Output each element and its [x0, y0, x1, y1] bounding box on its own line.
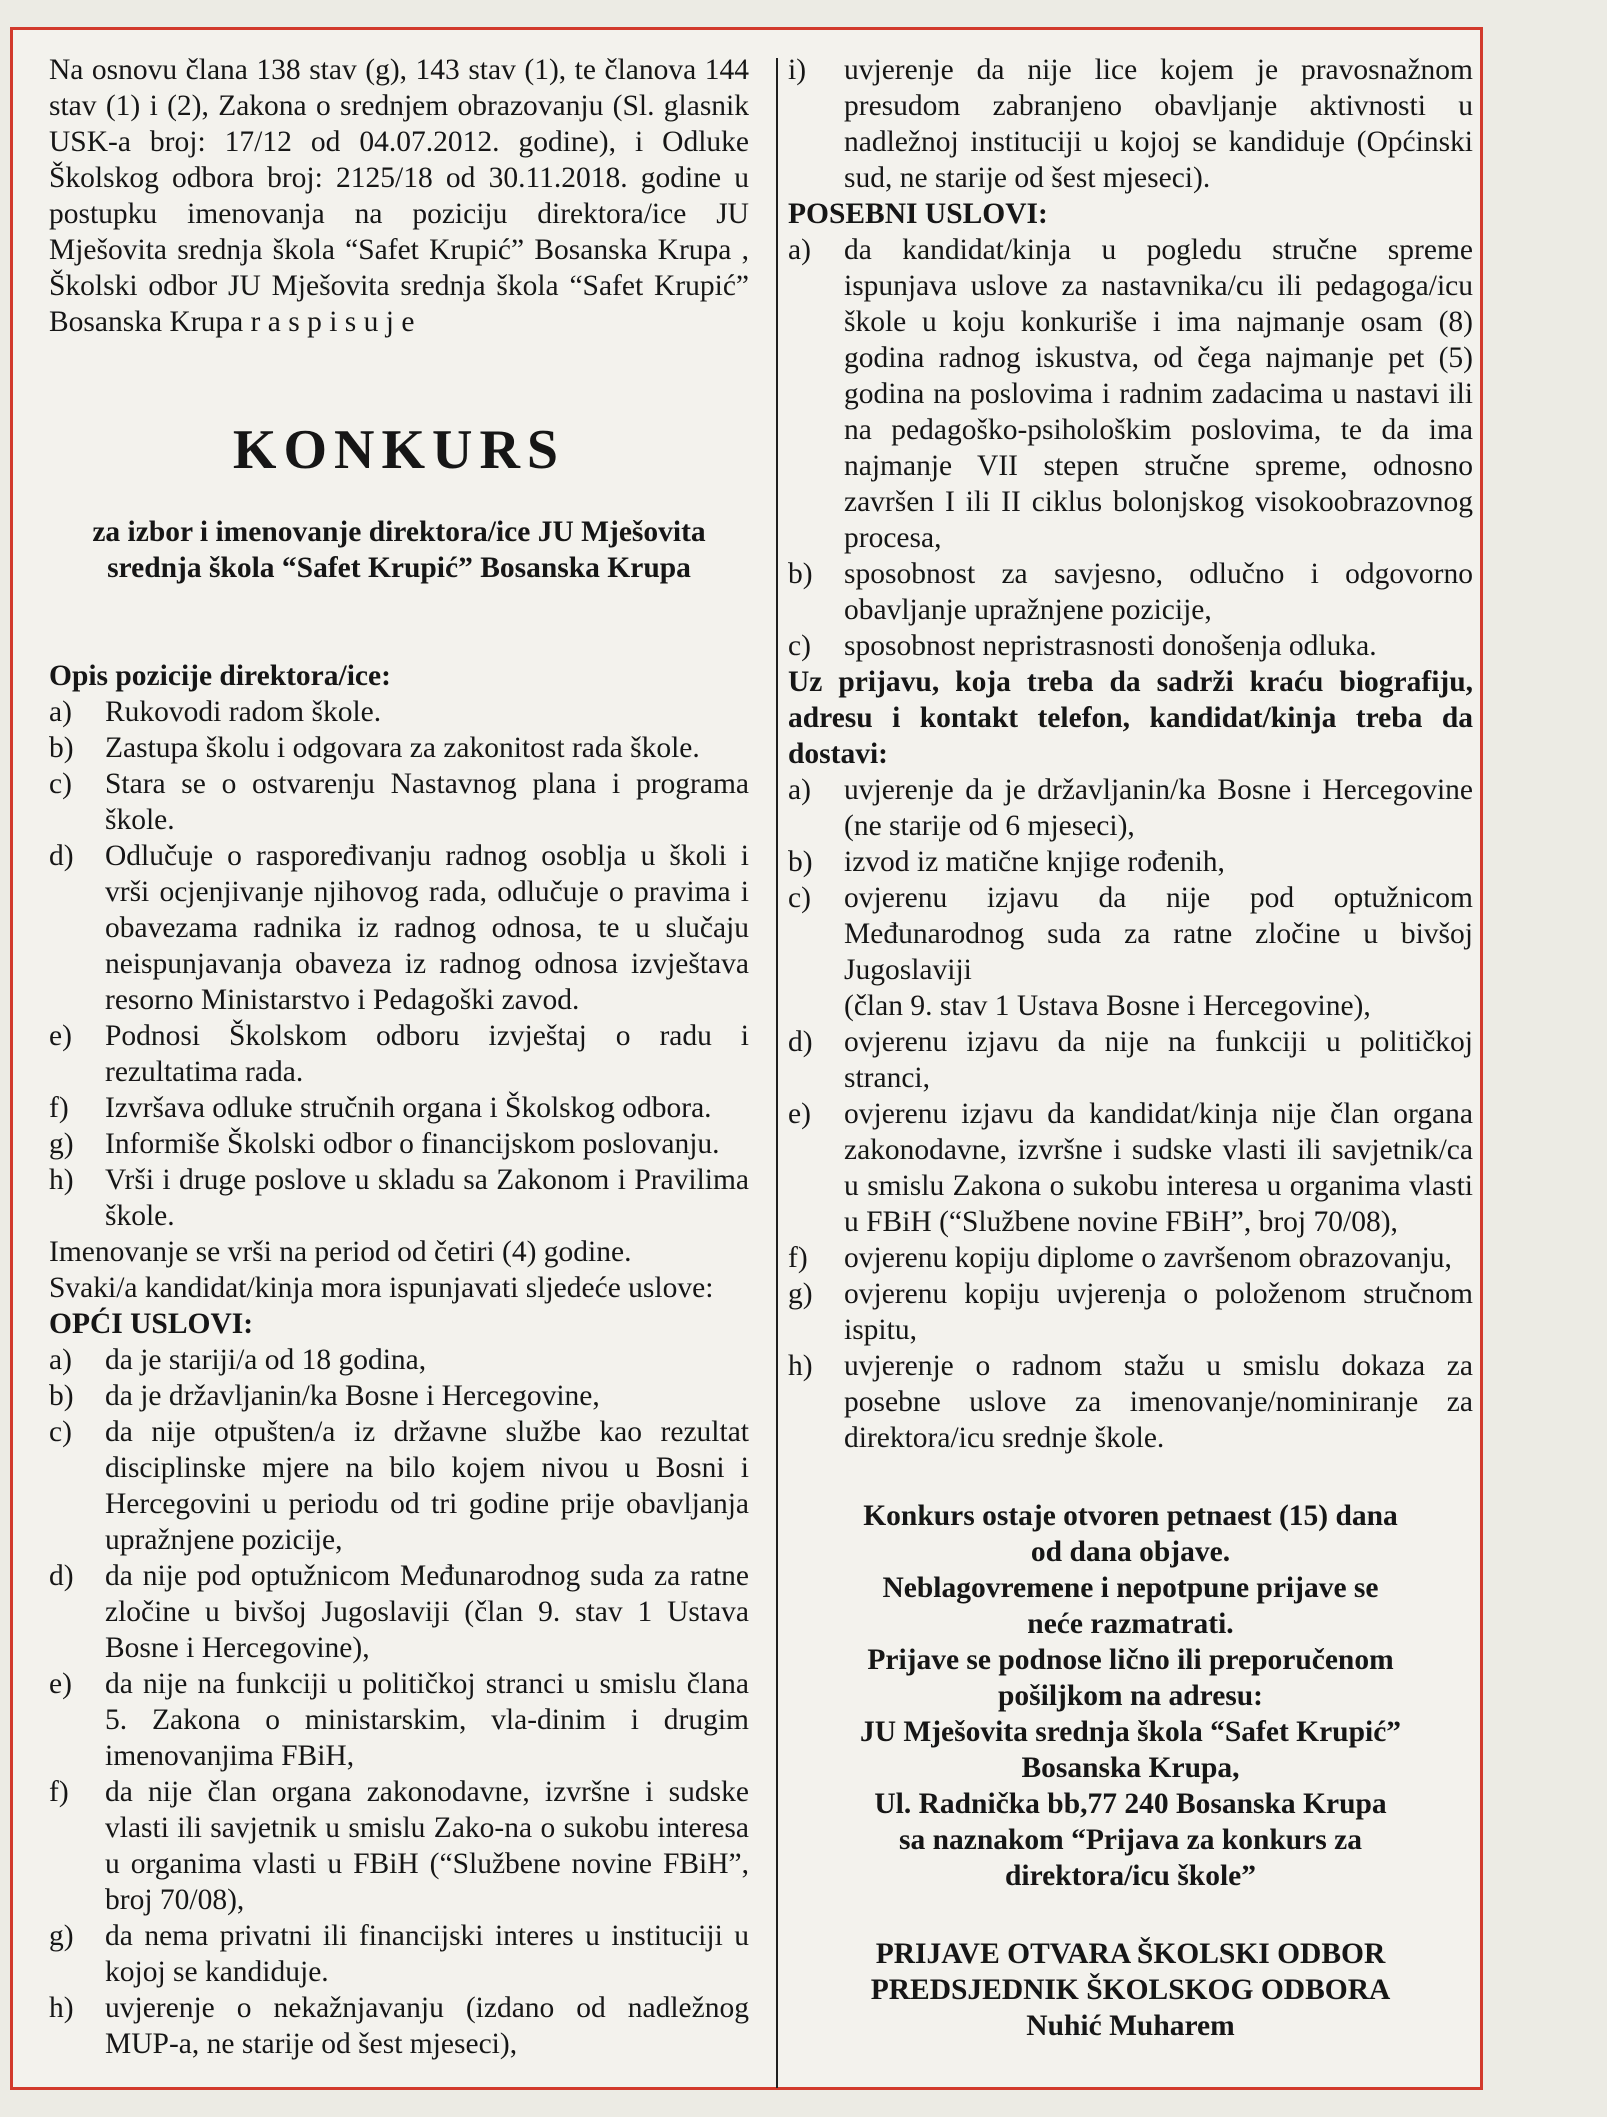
item-text: Zastupa školu i odgovara za zakonitost rada škole.: [105, 732, 700, 764]
item-label: g): [788, 1278, 813, 1310]
notice-line: Ul. Radnička bb,77 240 Bosanska Krupa: [874, 1788, 1387, 1820]
item-text: uvjerenje da nije lice kojem je pravosnažnom presudom zabranjeno obavljanje aktivnosti u nadležnoj instituciji u kojoj se kandiduje (Općinski sud, ne starije od šest mjeseci).: [844, 54, 1473, 194]
list-item: [788, 988, 1473, 1024]
item-text: da kandidat/kinja u pogledu stručne spreme ispunjava uslove za nastavnika/cu ili pedagoga/icu škole u koju konkuriše i ima najmanje osam (8) godina radnog iskustva, od čega najmanje pet (5) godina na poslovima i radnim zadacima u nastavi ili na pedagoško-psihološkim poslovima, te da ima najmanje VII stepen stručne spreme, odnosno završen I ili II ciklus bolonjskog visokoobrazovnog procesa,: [844, 234, 1473, 554]
item-text: da je stariji/a od 18 godina,: [105, 1344, 427, 1376]
list-item: [49, 1018, 749, 1090]
item-label: e): [49, 1020, 72, 1052]
list-item: [788, 556, 1473, 628]
item-label: g): [49, 1920, 74, 1952]
item-text: da nije član organa zakonodavne, izvršne i sudske vlasti ili savjetnik u smislu Zako-na o sukobu interesa u organima vlasti u FBiH (“Službene novine FBiH”, broj 70/08),: [105, 1776, 749, 1916]
item-text: da nije na funkciji u političkoj stranci u smislu člana 5. Zakona o ministarskim, vla-dinim i drugim imenovanjima FBiH,: [105, 1668, 749, 1772]
item-text: uvjerenje o radnom stažu u smislu dokaza za posebne uslove za imenovanje/nominiranje za direktora/icu srednje škole.: [844, 1350, 1473, 1454]
list-item: [788, 1024, 1473, 1096]
item-label: d): [49, 840, 74, 872]
item-label: d): [49, 1560, 74, 1592]
list-item: [49, 694, 749, 730]
document-subtitle: za izbor i imenovanje direktora/ice JU Mješovita srednja škola “Safet Krupić” Bosanska Krupa: [92, 516, 706, 584]
list-item: [49, 1126, 749, 1162]
notice-line: Neblagovremene i nepotpune prijave se: [882, 1572, 1379, 1604]
left-column: [49, 52, 749, 2062]
item-label: c): [788, 882, 811, 914]
notice-line: pošiljkom na adresu:: [997, 1680, 1263, 1712]
requirement-text: Svaki/a kandidat/kinja mora ispunjavati sljedeće uslove:: [49, 1272, 714, 1304]
signature-line: PRIJAVE OTVARA ŠKOLSKI ODBOR: [875, 1938, 1386, 1970]
list-item: [49, 730, 749, 766]
list-item: [788, 880, 1473, 988]
period-text: Imenovanje se vrši na period od četiri (4) godine.: [49, 1236, 632, 1268]
item-label: h): [49, 1164, 74, 1196]
item-text: (član 9. stav 1 Ustava Bosne i Hercegovine),: [844, 990, 1371, 1022]
item-label: d): [788, 1026, 813, 1058]
item-text: Vrši i druge poslove u skladu sa Zakonom i Pravilima škole.: [105, 1164, 749, 1232]
item-text: uvjerenje da je državljanin/ka Bosne i Hercegovine (ne starije od 6 mjeseci),: [844, 774, 1473, 842]
list-item: [788, 1348, 1473, 1456]
list-item: [49, 766, 749, 838]
item-text: ovjerenu izjavu da kandidat/kinja nije član organa zakonodavne, izvršne i sudske vlasti ili savjetnik/ca u smislu Zakona o sukobu interesa u organima vlasti u FBiH (“Službene novine FBiH”, broj 70/08),: [844, 1098, 1473, 1238]
notice-line: Prijave se podnose lično ili preporučenom: [867, 1644, 1394, 1676]
opci-list: [49, 1342, 749, 2062]
item-text: Odlučuje o raspoređivanju radnog osoblja u školi i vrši ocjenjivanje njihovog rada, odlučuje o pravima i obavezama radnika iz radnog odnosa, te u slučaju neispunjavanja obaveza iz radnog odnosa izvještava resorno Ministarstvo i Pedagoški zavod.: [105, 840, 749, 1016]
notice-line: Konkurs ostaje otvoren petnaest (15) dana: [863, 1500, 1398, 1532]
item-text: Stara se o ostvarenju Nastavnog plana i programa škole.: [105, 768, 749, 836]
item-label: b): [49, 1380, 74, 1412]
column-divider: [776, 58, 778, 2088]
item-text: ovjerenu izjavu da nije pod optužnicom Međunarodnog suda za ratne zločine u bivšoj Jugoslaviji: [844, 882, 1473, 986]
item-label: f): [49, 1092, 69, 1124]
list-item: [788, 772, 1473, 844]
right-column: [788, 52, 1473, 2044]
list-item: [49, 1666, 749, 1774]
notice-line: direktora/icu škole”: [1004, 1860, 1257, 1892]
documents-list: [788, 772, 1473, 1456]
list-item: [49, 838, 749, 1018]
list-item: [49, 1162, 749, 1234]
notice-line: Bosanska Krupa,: [1021, 1752, 1240, 1784]
closing-notice: [788, 1498, 1473, 1894]
intro-paragraph: Na osnovu člana 138 stav (g), 143 stav (1), te članova 144 stav (1) i (2), Zakona o srednjem obrazovanju (Sl. glasnik USK-a broj: 17/12 od 04.07.2012. godine), i Odluke Školskog odbora broj: 2125/18 od 30.11.2018. godine u postupku imenovanja na poziciju direktora/ice JU Mješovita srednja škola “Safet Krupić” Bosanska Krupa , Školski odbor JU Mješovita srednja škola “Safet Krupić” Bosanska Krupa r a s p i s u j e: [49, 54, 749, 338]
item-label: h): [49, 1992, 74, 2024]
item-label: h): [788, 1350, 813, 1382]
opci-list-continued: [788, 52, 1473, 196]
item-label: f): [788, 1242, 808, 1274]
item-text: ovjerenu kopiju uvjerenja o položenom stručnom ispitu,: [844, 1278, 1473, 1346]
list-item: [788, 232, 1473, 556]
list-item: [49, 1378, 749, 1414]
opis-list: [49, 694, 749, 1234]
opci-heading: OPĆI USLOVI:: [49, 1308, 254, 1340]
item-label: e): [788, 1098, 811, 1130]
item-text: Podnosi Školskom odboru izvještaj o radu i rezultatima rada.: [105, 1020, 749, 1088]
item-text: sposobnost nepristrasnosti donošenja odluka.: [844, 630, 1377, 662]
list-item: [788, 844, 1473, 880]
item-label: c): [788, 630, 811, 662]
item-label: b): [788, 558, 813, 590]
item-label: e): [49, 1668, 72, 1700]
item-label: b): [788, 846, 813, 878]
notice-line: od dana objave.: [1030, 1536, 1231, 1568]
notice-line: sa naznakom “Prijava za konkurs za: [898, 1824, 1362, 1856]
notice-line: neće razmatrati.: [1027, 1608, 1234, 1640]
list-item: [49, 1918, 749, 1990]
list-item: [788, 1240, 1473, 1276]
item-text: da je državljanin/ka Bosne i Hercegovine,: [105, 1380, 600, 1412]
documents-heading: Uz prijavu, koja treba da sadrži kraću biografiju, adresu i kontakt telefon, kandidat/kinja treba da dostavi:: [788, 666, 1473, 770]
list-item: [49, 1414, 749, 1558]
item-text: da nije otpušten/a iz državne službe kao rezultat disciplinske mjere na bilo kojem nivou u Bosni i Hercegovini u periodu od tri godine prije obavljanja upražnjene pozicije,: [105, 1416, 749, 1556]
item-label: c): [49, 1416, 72, 1448]
list-item: [49, 1558, 749, 1666]
page-frame: [10, 27, 1483, 2090]
list-item: [49, 1090, 749, 1126]
list-item: [788, 1276, 1473, 1348]
item-text: sposobnost za savjesno, odlučno i odgovorno obavljanje upražnjene pozicije,: [844, 558, 1473, 626]
list-item: [788, 52, 1473, 196]
list-item: [49, 1990, 749, 2062]
signature-name: Nuhić Muharem: [1026, 2010, 1235, 2042]
item-text: Izvršava odluke stručnih organa i Školskog odbora.: [105, 1092, 712, 1124]
list-item: [788, 1096, 1473, 1240]
item-label: b): [49, 732, 74, 764]
item-text: izvod iz matične knjige rođenih,: [844, 846, 1225, 878]
document-title: KONKURS: [232, 419, 566, 481]
item-text: ovjerenu izjavu da nije na funkciji u političkoj stranci,: [844, 1026, 1473, 1094]
item-label: c): [49, 768, 72, 800]
item-label: a): [788, 774, 811, 806]
item-label: g): [49, 1128, 74, 1160]
signature-block: [788, 1936, 1473, 2044]
item-label: a): [49, 696, 72, 728]
item-label: i): [788, 54, 807, 86]
item-text: Rukovodi radom škole.: [105, 696, 382, 728]
item-label: a): [788, 234, 811, 266]
item-text: Informiše Školski odbor o financijskom poslovanju.: [105, 1128, 720, 1160]
item-text: da nema privatni ili financijski interes u instituciji u kojoj se kandiduje.: [105, 1920, 749, 1988]
item-text: da nije pod optužnicom Međunarodnog suda za ratne zločine u bivšoj Jugoslaviji (član 9. stav 1 Ustava Bosne i Hercegovine),: [105, 1560, 749, 1664]
list-item: [49, 1774, 749, 1918]
posebni-heading: POSEBNI USLOVI:: [788, 198, 1048, 230]
list-item: [788, 628, 1473, 664]
opis-heading: Opis pozicije direktora/ice:: [49, 660, 391, 692]
item-text: uvjerenje o nekažnjavanju (izdano od nadležnog MUP-a, ne starije od šest mjeseci),: [105, 1992, 749, 2060]
notice-line: JU Mješovita srednja škola “Safet Krupić”: [859, 1716, 1402, 1748]
item-text: ovjerenu kopiju diplome o završenom obrazovanju,: [844, 1242, 1452, 1274]
posebni-list: [788, 232, 1473, 664]
item-label: a): [49, 1344, 72, 1376]
list-item: [49, 1342, 749, 1378]
signature-line: PREDSJEDNIK ŠKOLSKOG ODBORA: [870, 1974, 1391, 2006]
item-label: f): [49, 1776, 69, 1808]
